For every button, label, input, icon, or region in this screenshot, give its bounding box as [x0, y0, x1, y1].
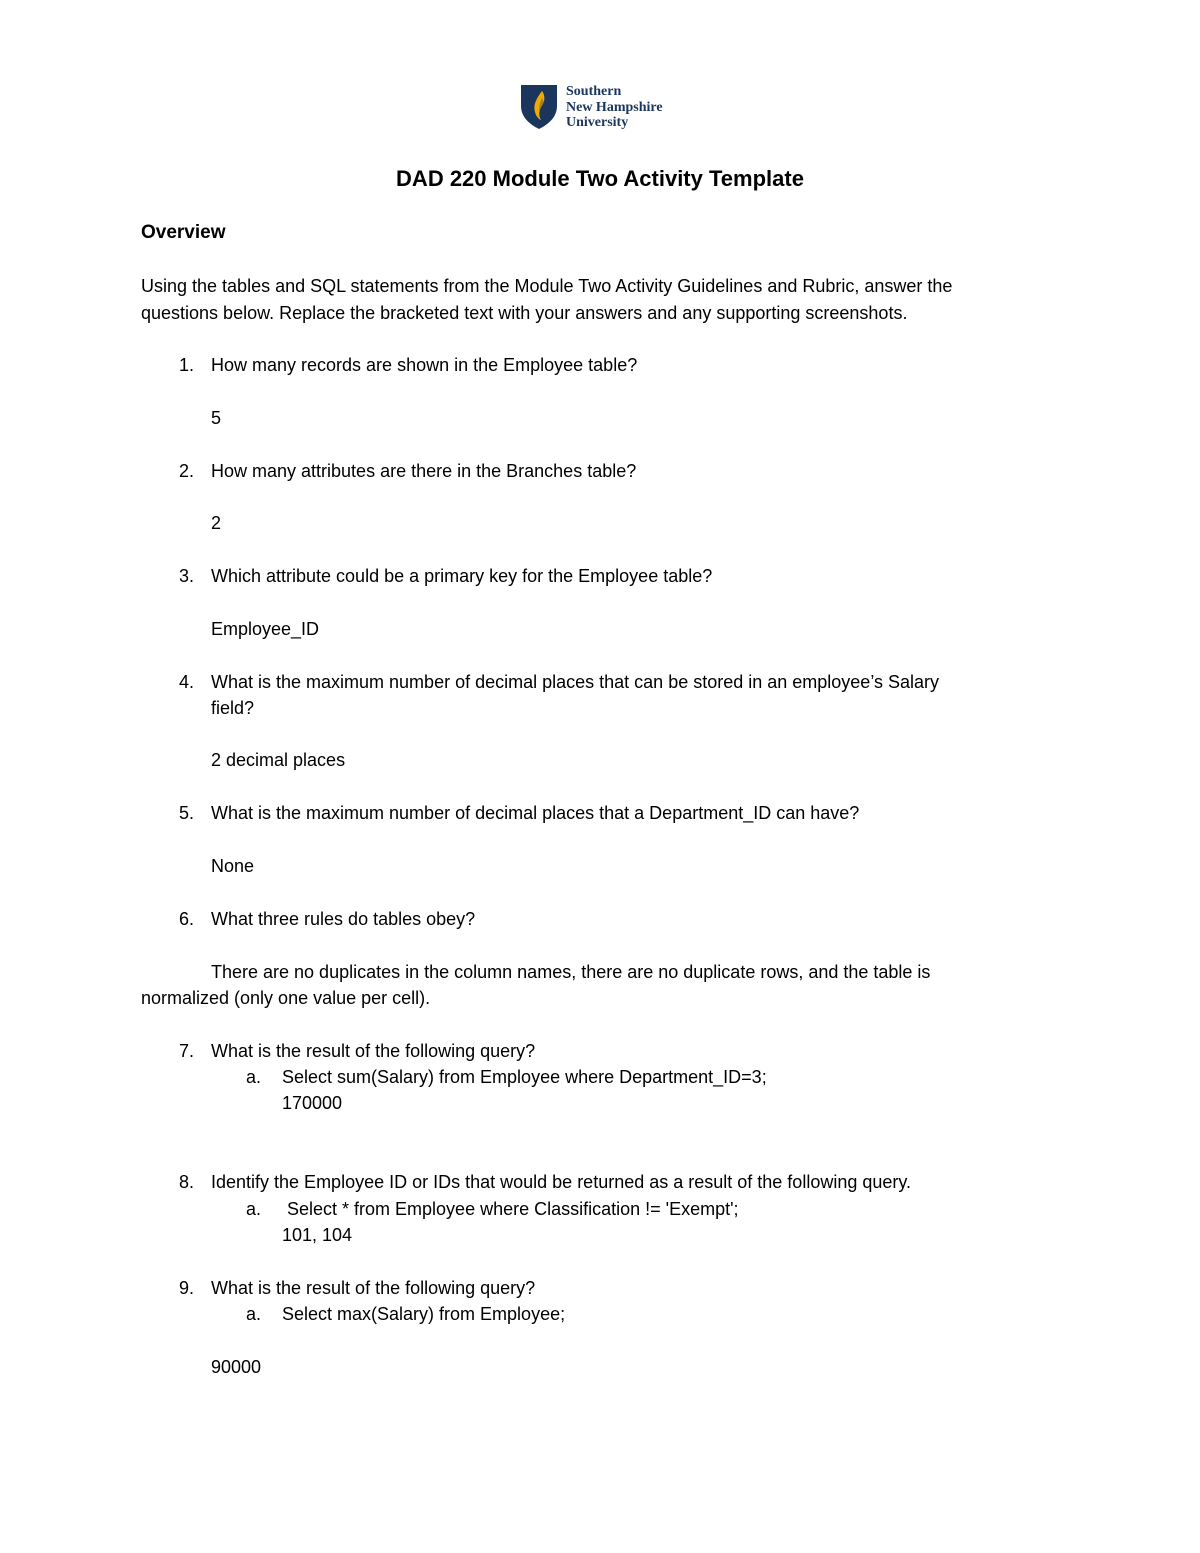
- question-number: 3.: [178, 566, 194, 586]
- question-number: 7.: [178, 1041, 194, 1061]
- question-number: 4.: [178, 672, 194, 692]
- question-text-line-2: field?: [211, 698, 255, 718]
- question-number: 2.: [178, 461, 194, 481]
- question-text: Identify the Employee ID or IDs that would be returned as a result of the following query.: [211, 1172, 912, 1192]
- overview-text-line-1: Using the tables and SQL statements from the Module Two Activity Guidelines and Rubric, answer the: [141, 276, 953, 296]
- question-text: What is the maximum number of decimal places that a Department_ID can have?: [211, 803, 860, 823]
- question-text: What is the result of the following query?: [211, 1278, 536, 1298]
- question-number: 6.: [178, 909, 194, 929]
- logo-line-2: New Hampshire: [566, 99, 663, 115]
- question-number: 5.: [178, 803, 194, 823]
- answer-text: 170000: [282, 1093, 343, 1113]
- answer-text-line-1: There are no duplicates in the column names, there are no duplicate rows, and the table is: [211, 962, 931, 982]
- overview-text-line-2: questions below. Replace the bracketed text with your answers and any supporting screenshots.: [141, 303, 908, 323]
- question-text: Which attribute could be a primary key for the Employee table?: [211, 566, 713, 586]
- overview-heading: Overview: [141, 222, 226, 243]
- answer-text: 5: [211, 408, 222, 428]
- question-number: 9.: [178, 1278, 194, 1298]
- logo-wordmark: [566, 84, 663, 131]
- sub-item-label: a.: [246, 1067, 262, 1087]
- sql-query-text: Select max(Salary) from Employee;: [282, 1304, 566, 1324]
- sub-item-label: a.: [246, 1199, 262, 1219]
- question-text: How many attributes are there in the Branches table?: [211, 461, 637, 481]
- question-text: How many records are shown in the Employee table?: [211, 355, 638, 375]
- sub-item-label: a.: [246, 1304, 262, 1324]
- answer-text: Employee_ID: [211, 619, 320, 639]
- logo-line-1: Southern: [566, 84, 622, 99]
- university-logo: [520, 84, 690, 134]
- question-text: What is the result of the following query?: [211, 1041, 536, 1061]
- answer-text: 90000: [211, 1357, 262, 1377]
- document-title: DAD 220 Module Two Activity Template: [396, 166, 804, 191]
- answer-text: 101, 104: [282, 1225, 353, 1245]
- sql-query-text: Select * from Employee where Classification != 'Exempt';: [287, 1199, 739, 1219]
- answer-text-line-2: normalized (only one value per cell).: [141, 988, 431, 1008]
- answer-text: 2 decimal places: [211, 750, 346, 770]
- question-number: 1.: [178, 355, 194, 375]
- logo-line-3: University: [566, 115, 629, 130]
- question-text-line-1: What is the maximum number of decimal places that can be stored in an employee’s Salary: [211, 672, 940, 692]
- answer-text: None: [211, 856, 255, 876]
- question-number: 8.: [178, 1172, 194, 1192]
- shield-flame-icon: [520, 84, 558, 130]
- answer-text: 2: [211, 513, 222, 533]
- question-text: What three rules do tables obey?: [211, 909, 476, 929]
- sql-query-text: Select sum(Salary) from Employee where Department_ID=3;: [282, 1067, 767, 1087]
